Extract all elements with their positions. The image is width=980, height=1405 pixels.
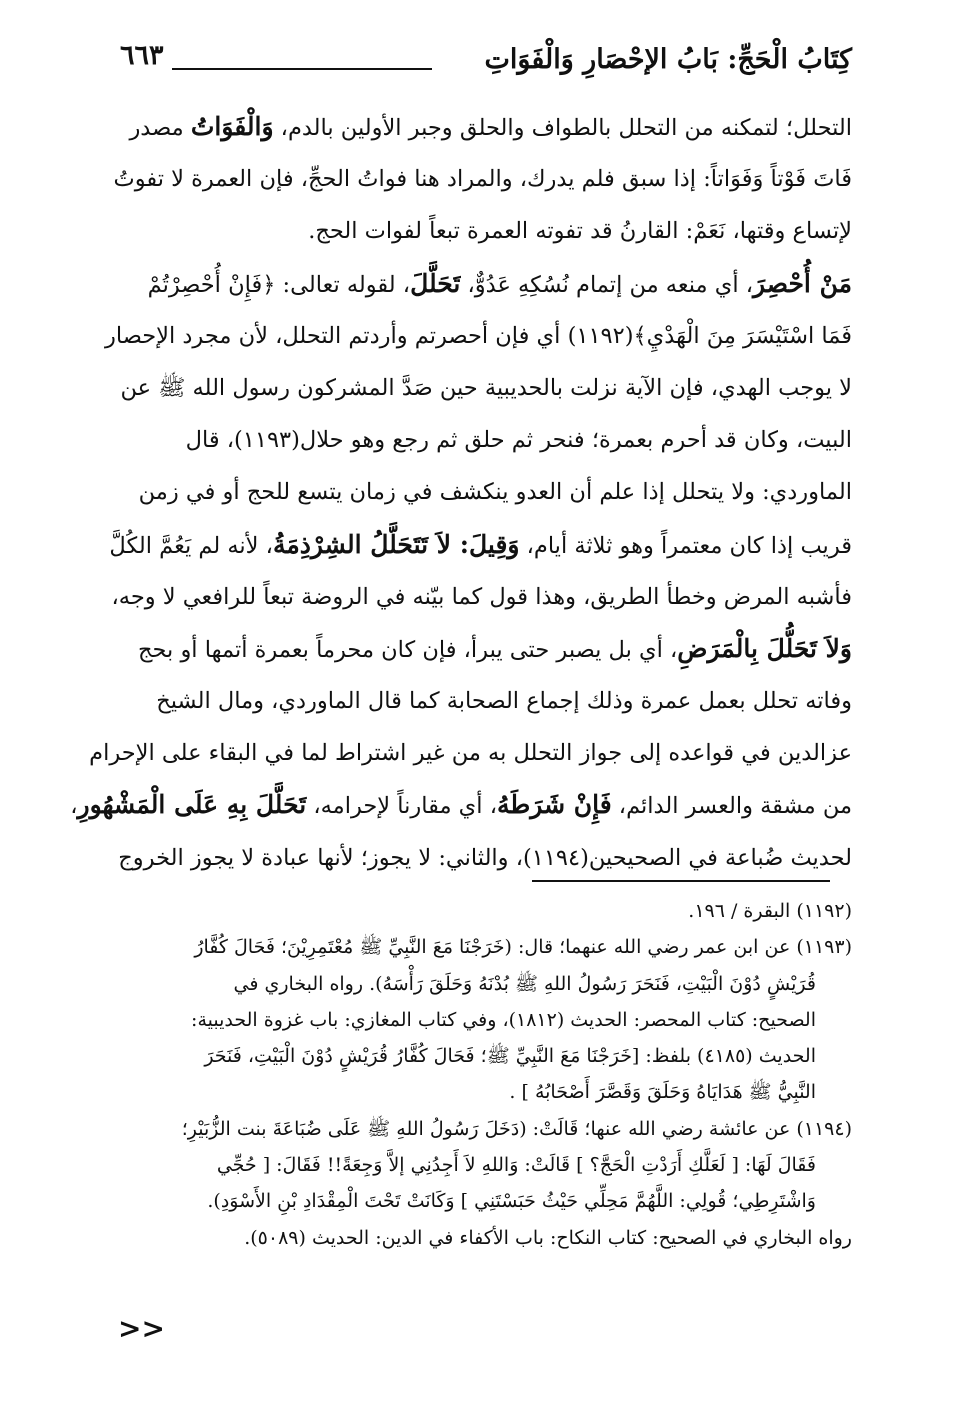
commentary-text: ، لقوله تعالى: ﴿فَإِنْ أُحْصِرْتُمْ <box>147 271 411 298</box>
text-line <box>113 155 852 207</box>
matn-text: وَلاَ تَحَلُّلَ بِالْمَرَضِ <box>677 633 852 663</box>
page-number: ٦٦٣ <box>120 40 164 71</box>
commentary-text: البيت، وكان قد أحرم بعمرة؛ فنحر ثم حلق ثم رجع وهو حلال(١١٩٣)، قال <box>185 427 852 454</box>
footnote-line: فَقَالَ لَهَا: [ لَعَلَّكِ أَرَدْتِ الْحَجَّ؟ ] قَالَتْ: وَاللهِ لاَ أَجِدُنِي إلاَّ وَجِعَةً!! فَقَالَ: [ حُجِّي <box>216 1154 816 1177</box>
header-rule <box>172 68 432 70</box>
footnote-line: (١١٩٤) عن عائشة رضي الله عنها؛ قَالَتْ: (دَخَلَ رَسُولُ اللهِ ﷺ عَلَى ضُبَاعَةَ بنت الزُّبَيْرِ؛ <box>181 1117 852 1140</box>
text-line <box>70 781 852 833</box>
text-line <box>109 521 852 573</box>
footnote-line: قُرَيْشٍ دُوْنَ الْبَيْتِ، فَنَحَرَ رَسُولُ اللهِ ﷺ بُدْنَهُ وَحَلَقَ رَأْسَهُ). رواه البخاري في <box>233 972 816 995</box>
commentary-text: ، لأنه لم يَعُمَّ الكُلَّ <box>109 532 273 559</box>
commentary-text: ، أي مقارناً لإحرامه، <box>306 793 497 820</box>
commentary-text: عزالدين في قواعده إلى جواز التحلل به من غير اشتراط لما في البقاء على الإحرام <box>89 740 852 767</box>
commentary-text: فأشبه المرض وخطأ الطريق، وهذا قول كما بيّنه في الروضة تبعاً للرافعي لا وجه، <box>111 583 852 610</box>
matn-text: فَإِنْ شَرَطَهُ <box>496 790 612 820</box>
footnote-line: الصحيح: كتاب المحصر: الحديث (١٨١٢)، وفي كتاب المغازي: باب غزوة الحديبية: <box>191 1008 816 1031</box>
commentary-text: مصدر <box>129 115 191 141</box>
footnote-line: رواه البخاري في الصحيح: كتاب النكاح: باب الأكفاء في الدين: الحديث (٥٠٨٩). <box>244 1226 852 1249</box>
text-line <box>123 260 852 312</box>
text-line <box>123 468 852 520</box>
commentary-text: التحلل؛ لتمكنه من التحلل بالطواف والحلق وجبر الأولين بالدم، <box>273 115 852 141</box>
footnote-line: (١١٩٢) البقرة / ١٩٦. <box>688 900 852 922</box>
continuation-mark: << <box>118 1312 165 1345</box>
footnote-line: (١١٩٣) عن ابن عمر رضي الله عنهما؛ قال: (خَرَجْنَا مَعَ النَّبِيِّ ﷺ مُعْتَمِرِيْنَ؛ فَحَالَ كُفَّارُ <box>194 936 852 959</box>
commentary-text: الماوردي: ولا يتحلل إذا علم أن العدو ينكشف في زمان يتسع للحج أو في زمن <box>138 479 852 506</box>
matn-text: تَحَلَّلَ <box>410 268 461 298</box>
commentary-text: لإتساع وقتها، نَعَمْ: القارنُ قد تفوته العمرة تبعاً لفوات الحج. <box>308 218 852 245</box>
chapter-title: كِتَابُ الْحَجِّ: بَابُ الإحْصَارِ وَالْفَوَاتِ <box>484 44 852 75</box>
text-line <box>123 416 852 468</box>
commentary-text: من مشقة والعسر الدائم، <box>611 793 852 820</box>
commentary-text: فَمَا اسْتَيْسَرَ مِنَ الْهَدْيِ﴾(١١٩٢) أي فإن أحصرتم وأردتم التحلل، لأن مجرد الإحصار <box>105 322 852 349</box>
text-line <box>118 834 852 886</box>
text-line <box>123 677 852 729</box>
commentary-text: ، أي منعه من إتمام نُسُكِهِ عَدُوٌّ، <box>460 271 753 298</box>
text-line <box>123 625 852 677</box>
matn-text: وَقِيلَ: لاَ تَتَحَلَّلُ الشِرْذِمَةُ <box>272 529 520 559</box>
text-line <box>123 103 852 155</box>
text-line <box>120 364 852 416</box>
running-header <box>120 40 852 80</box>
footnote-line: النَّبِيُّ ﷺ هَدَايَاهُ وَحَلَقَ وَقَصَّرَ أَصْحَابُهُ ] . <box>509 1081 816 1104</box>
matn-text: مَنْ أُحْصِرَ <box>753 268 852 298</box>
text-line <box>123 207 852 259</box>
commentary-text: قريب إذا كان معتمراً وهو ثلاثة أيام، <box>519 532 852 559</box>
footnotes <box>120 893 852 1256</box>
footnote-line: وَاشْتَرِطِي؛ قُولِي: اللَّهُمَّ مَحِلِّي حَيْثُ حَبَسْتَنِي ] وَكَانَتْ تَحْتَ الْمِقْدَادِ بْنِ الأَسْوَدِ). <box>207 1190 816 1213</box>
commentary-text: ، <box>70 793 78 820</box>
commentary-text: فَاتَ فَوْتاً وَفَوَاتاً: إذا سبق فلم يدرك، والمراد هنا فواتُ الحجِّ، فإن العمرة لا تفوتُ <box>113 166 852 193</box>
text-line <box>111 573 852 625</box>
commentary-text: لا يوجب الهدي، فإن الآية نزلت بالحديبية حين صَدَّ المشركون رسول الله ﷺ عن <box>120 374 852 401</box>
commentary-text: ، أي بل يصبر حتى يبرأ، فإن كان محرماً بعمرة أتمها أو بحج <box>137 636 678 663</box>
commentary-text: وفاته تحلل بعمل عمرة وذلك إجماع الصحابة كما قال الماوردي، ومال الشيخ <box>156 688 852 715</box>
matn-text: وَالْفَوَاتُ <box>190 112 274 141</box>
text-line <box>89 729 852 781</box>
text-line <box>105 312 852 364</box>
footnote-separator <box>532 880 830 882</box>
matn-text: تَحَلَّلَ بِهِ عَلَى الْمَشْهُورِ <box>77 790 307 820</box>
commentary-text: لحديث ضُباعة في الصحيحين(١١٩٤)، والثاني: لا يجوز؛ لأنها عبادة لا يجوز الخروج <box>118 844 852 871</box>
footnote-line: الحديث (٤١٨٥) بلفظ: [خَرَجْنَا مَعَ النَّبِيِّ ﷺ؛ فَحَالَ كُفَّارُ قُرَيْشٍ دُوْنَ الْبَيْتِ، فَنَحَرَ <box>204 1045 816 1068</box>
main-text <box>70 103 852 886</box>
